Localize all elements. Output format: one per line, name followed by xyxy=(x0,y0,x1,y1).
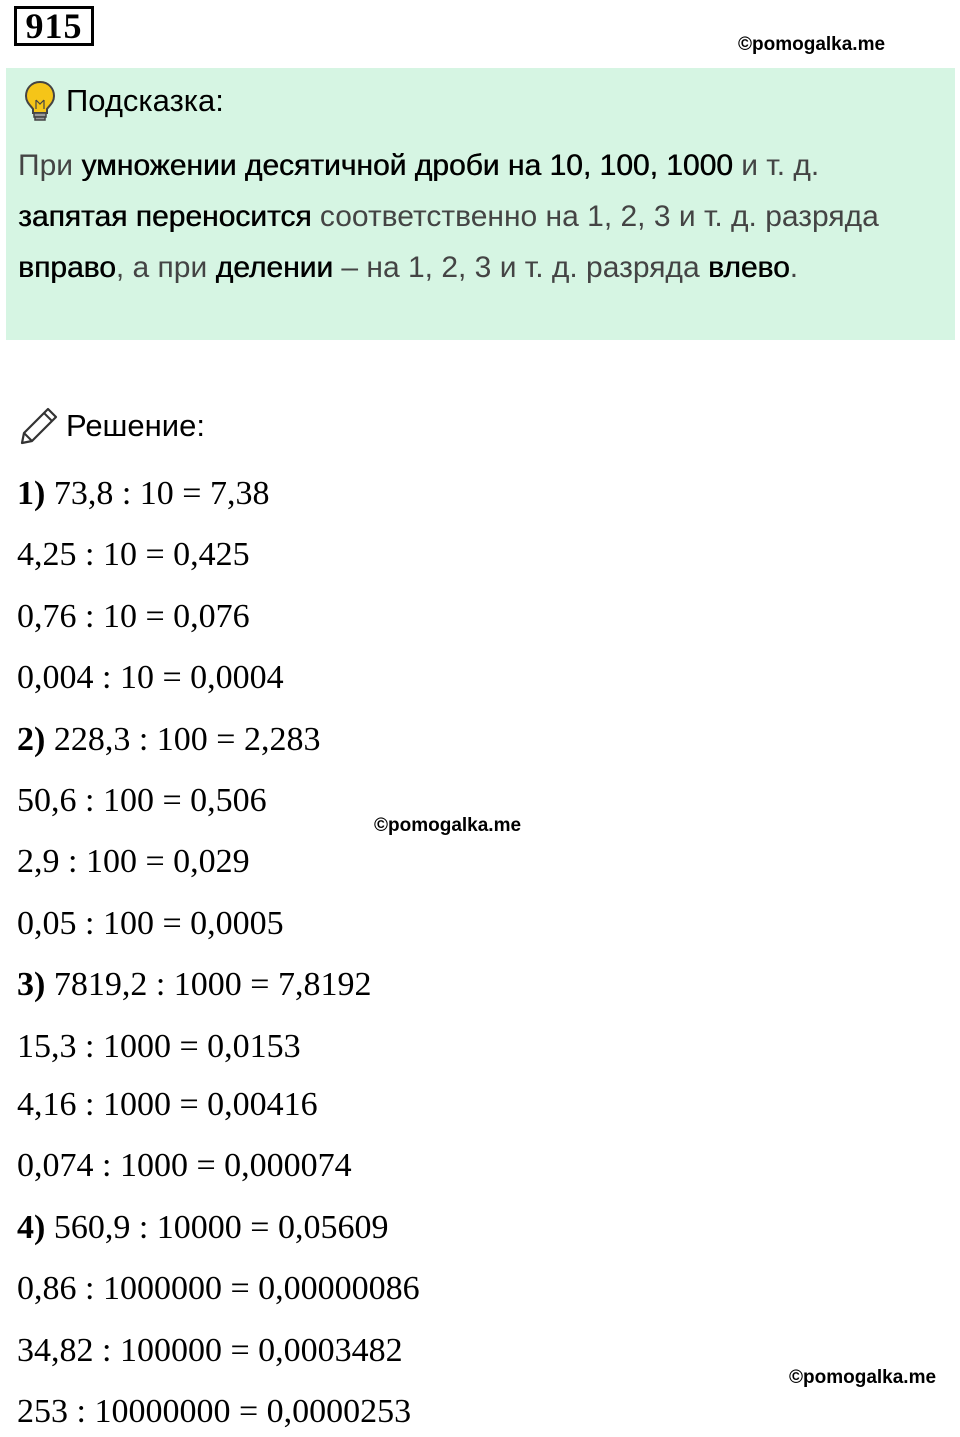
hint-bold-comma: запятая переносится xyxy=(18,200,312,233)
equation: 228,3 : 100 = 2,283 xyxy=(45,721,321,758)
equation: 73,8 : 10 = 7,38 xyxy=(45,475,270,512)
solution-line xyxy=(17,1028,301,1066)
problem-number: 915 xyxy=(14,6,94,46)
part-label: 3) xyxy=(17,966,46,1003)
equation: 2,9 : 100 = 0,029 xyxy=(17,843,250,880)
part-label: 2) xyxy=(17,721,46,758)
watermark-top: ©pomogalka.me xyxy=(738,34,886,55)
solution-title: Решение: xyxy=(66,408,205,443)
solution-line xyxy=(17,475,269,513)
hint-bold-division: делении xyxy=(215,251,334,284)
hint-text-part: – на 1, 2, 3 и т. д. разряда xyxy=(333,251,708,284)
watermark-middle: ©pomogalka.me xyxy=(374,815,522,836)
solution-line xyxy=(17,659,284,697)
part-label: 1) xyxy=(17,475,46,512)
solution-line xyxy=(17,1147,352,1185)
solution-line xyxy=(17,905,284,943)
hint-text-part: При xyxy=(18,149,82,182)
solution-line xyxy=(17,1393,411,1431)
solution-line xyxy=(17,536,250,574)
hint-bold-multiply: умножении десятичной дроби на 10, 100, 1000 xyxy=(81,149,733,182)
solution-line xyxy=(17,721,320,759)
solution-line xyxy=(17,782,267,820)
equation: 0,86 : 1000000 = 0,00000086 xyxy=(17,1270,420,1307)
equation: 15,3 : 1000 = 0,0153 xyxy=(17,1028,301,1065)
equation: 4,16 : 1000 = 0,00416 xyxy=(17,1086,318,1123)
solution-line xyxy=(17,1332,403,1370)
equation: 560,9 : 10000 = 0,05609 xyxy=(45,1209,389,1246)
solution-line xyxy=(17,1209,388,1247)
pencil-icon xyxy=(18,405,60,447)
equation: 50,6 : 100 = 0,506 xyxy=(17,782,267,819)
hint-text-part: . xyxy=(789,251,799,284)
solution-header xyxy=(18,405,205,447)
hint-title: Подсказка: xyxy=(66,83,224,118)
solution-line xyxy=(17,598,250,636)
lightbulb-icon xyxy=(24,80,56,122)
part-label: 4) xyxy=(17,1209,46,1246)
hint-text-part: соответственно на 1, 2, 3 и т. д. разряда xyxy=(311,200,879,233)
hint-box xyxy=(6,68,955,340)
equation: 7819,2 : 1000 = 7,8192 xyxy=(45,966,372,1003)
hint-text-part: и т. д. xyxy=(732,149,820,182)
hint-bold-left: влево xyxy=(707,251,790,284)
hint-text xyxy=(18,140,948,293)
solution-line xyxy=(17,1086,318,1124)
equation: 0,074 : 1000 = 0,000074 xyxy=(17,1147,352,1184)
solution-line xyxy=(17,843,250,881)
hint-bold-right: вправо xyxy=(18,251,116,284)
hint-header xyxy=(24,80,224,122)
watermark-bottom: ©pomogalka.me xyxy=(789,1367,937,1388)
solution-line xyxy=(17,1270,420,1308)
equation: 253 : 10000000 = 0,0000253 xyxy=(17,1393,412,1430)
equation: 4,25 : 10 = 0,425 xyxy=(17,536,250,573)
equation: 0,004 : 10 = 0,0004 xyxy=(17,659,284,696)
equation: 34,82 : 100000 = 0,0003482 xyxy=(17,1332,403,1369)
equation: 0,76 : 10 = 0,076 xyxy=(17,598,250,635)
solution-line xyxy=(17,966,371,1004)
equation: 0,05 : 100 = 0,0005 xyxy=(17,905,284,942)
hint-text-part: , а при xyxy=(115,251,216,284)
